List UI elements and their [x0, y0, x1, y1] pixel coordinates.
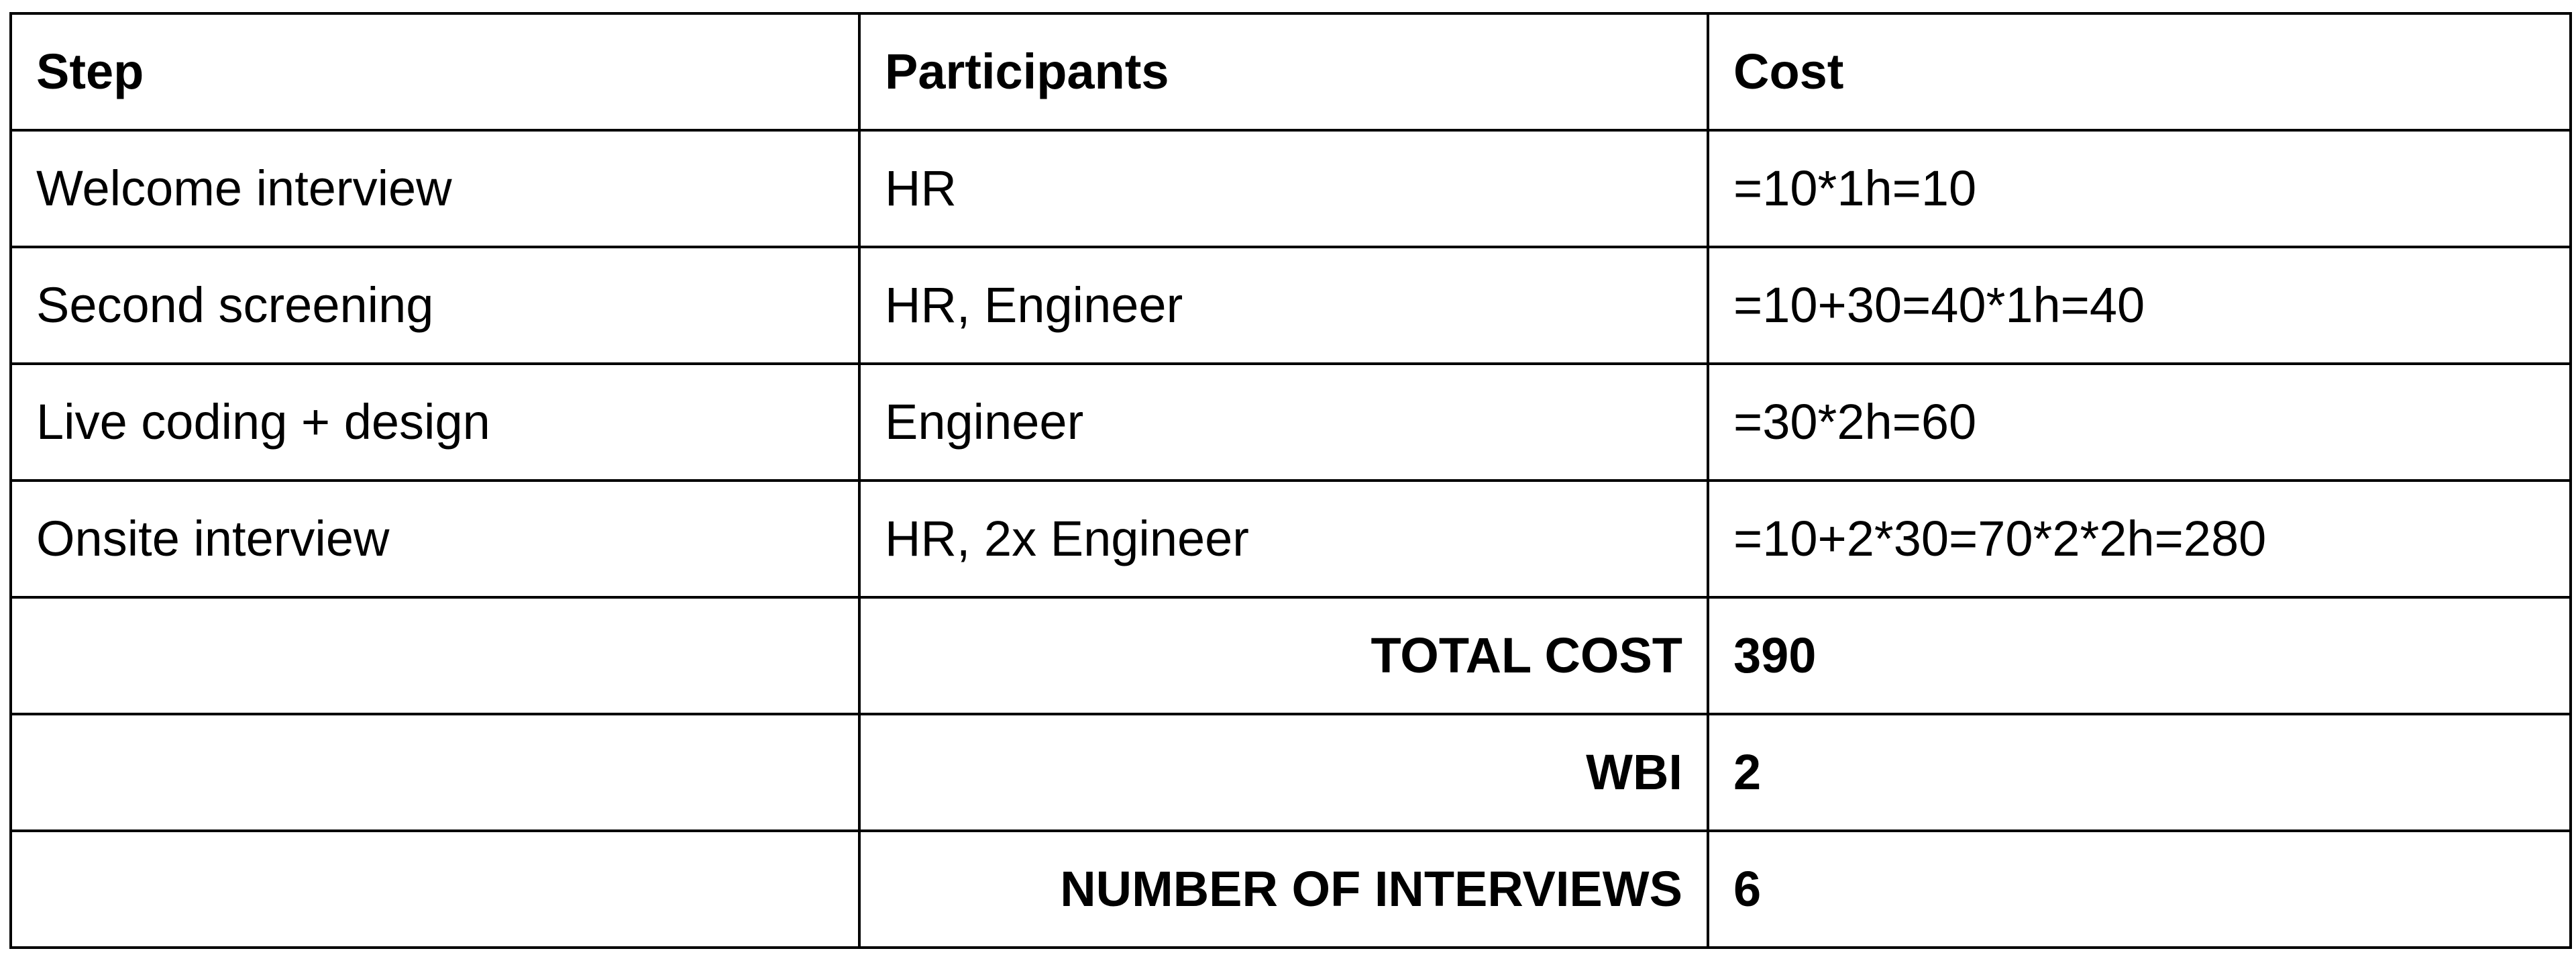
participants-cell: HR [859, 130, 1708, 247]
table-row [11, 364, 2571, 481]
summary-value: 390 [1708, 597, 2571, 714]
table-row [11, 130, 2571, 247]
summary-row-number-of-interviews [11, 831, 2571, 948]
participants-cell: HR, 2x Engineer [859, 481, 1708, 597]
cost-cell: =10+30=40*1h=40 [1708, 247, 2571, 364]
empty-cell [11, 714, 859, 831]
summary-label: WBI [859, 714, 1708, 831]
cost-cell: =10+2*30=70*2*2h=280 [1708, 481, 2571, 597]
interview-cost-table [9, 12, 2572, 949]
step-cell: Welcome interview [11, 130, 859, 247]
summary-row-total-cost [11, 597, 2571, 714]
empty-cell [11, 831, 859, 948]
participants-cell: HR, Engineer [859, 247, 1708, 364]
summary-label: TOTAL COST [859, 597, 1708, 714]
summary-value: 6 [1708, 831, 2571, 948]
participants-cell: Engineer [859, 364, 1708, 481]
summary-value: 2 [1708, 714, 2571, 831]
header-participants: Participants [859, 13, 1708, 130]
summary-row-wbi [11, 714, 2571, 831]
table-row [11, 247, 2571, 364]
summary-label: NUMBER OF INTERVIEWS [859, 831, 1708, 948]
header-step: Step [11, 13, 859, 130]
step-cell: Onsite interview [11, 481, 859, 597]
table-row [11, 481, 2571, 597]
empty-cell [11, 597, 859, 714]
header-row [11, 13, 2571, 130]
step-cell: Live coding + design [11, 364, 859, 481]
step-cell: Second screening [11, 247, 859, 364]
cost-cell: =10*1h=10 [1708, 130, 2571, 247]
header-cost: Cost [1708, 13, 2571, 130]
cost-cell: =30*2h=60 [1708, 364, 2571, 481]
